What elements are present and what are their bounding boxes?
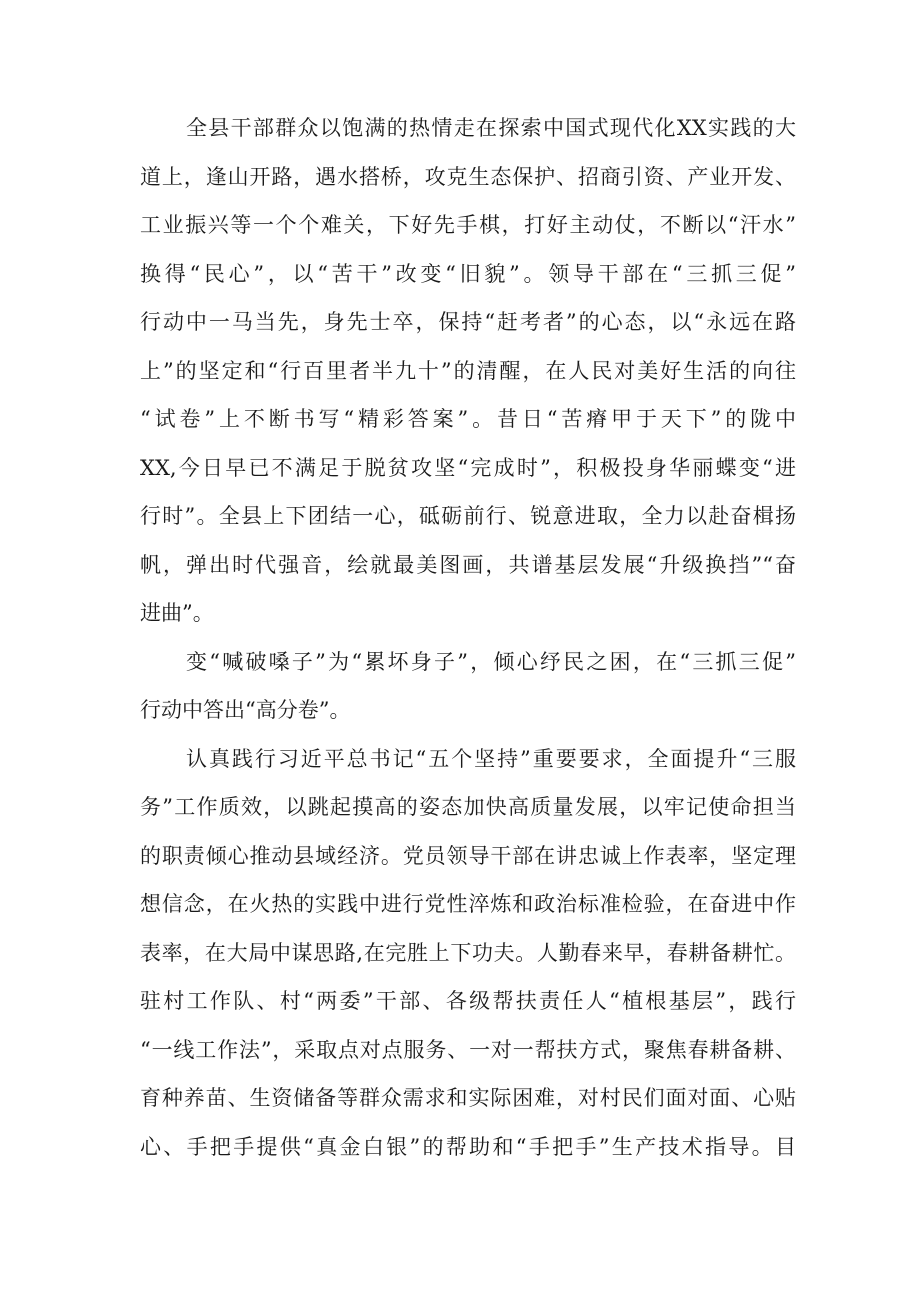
paragraph-3	[140, 735, 796, 1172]
text-line: 想信念，在火热的实践中进行党性淬炼和政治标准检验，在奋进中作	[140, 892, 796, 916]
text-line: 进曲”。	[140, 601, 214, 625]
text-line: 行动中一马当先，身先士卒，保持“赶考者”的心态，以“永远在路	[140, 310, 796, 334]
text-line: 上”的坚定和“行百里者半九十”的清醒，在人民对美好生活的向往	[140, 358, 796, 383]
text-line: XX,今日早已不满足于脱贫攻坚“完成时”，积极投身华丽蝶变“进	[140, 455, 796, 480]
text-line: 换得“民心”，以“苦干”改变“旧貌”。领导干部在“三抓三促”	[140, 261, 796, 286]
text-line: “一线工作法”，采取点对点服务、一对一帮扶方式，聚焦春耕备耕、	[140, 1037, 796, 1062]
paragraph-2	[140, 638, 796, 735]
text-line: 心、手把手提供“真金白银”的帮助和“手把手”生产技术指导。目	[140, 1134, 796, 1159]
text-line: 工业振兴等一个个难关，下好先手棋，打好主动仗，不断以“汗水”	[140, 213, 796, 237]
text-line: 行动中答出“高分卷”。	[140, 698, 351, 722]
text-line: 育种养苗、生资储备等群众需求和实际困难，对村民们面对面、心贴	[140, 1086, 796, 1110]
paragraph-1	[140, 104, 796, 638]
text-line: 驻村工作队、村“两委”干部、各级帮扶责任人“植根基层”，践行	[140, 989, 796, 1013]
text-line: 变“喊破嗓子”为“累坏身子”，倾心纾民之困，在“三抓三促”	[186, 649, 796, 674]
text-line: 帆，弹出时代强音，绘就最美图画，共谱基层发展“升级换挡”“奋	[140, 552, 796, 577]
text-line: 的职责倾心推动县域经济。党员领导干部在讲忠诚上作表率，坚定理	[140, 843, 796, 868]
text-line: 务”工作质效，以跳起摸高的姿态加快高质量发展，以牢记使命担当	[140, 795, 796, 819]
text-line: 表率，在大局中谋思路,在完胜上下功夫。人勤春来早，春耕备耕忙。	[140, 940, 796, 965]
document-body	[140, 104, 796, 1171]
text-line: 认真践行习近平总书记“五个坚持”重要要求，全面提升“三服	[186, 746, 796, 771]
text-line: 全县干部群众以饱满的热情走在探索中国式现代化XX实践的大	[186, 116, 796, 140]
text-line: “试卷”上不断书写“精彩答案”。昔日“苦瘠甲于天下”的陇中	[140, 407, 796, 431]
text-line: 道上，逢山开路，遇水搭桥，攻克生态保护、招商引资、产业开发、	[140, 164, 796, 189]
text-line: 行时”。全县上下团结一心，砥砺前行、锐意进取，全力以赴奋楫扬	[140, 504, 796, 528]
